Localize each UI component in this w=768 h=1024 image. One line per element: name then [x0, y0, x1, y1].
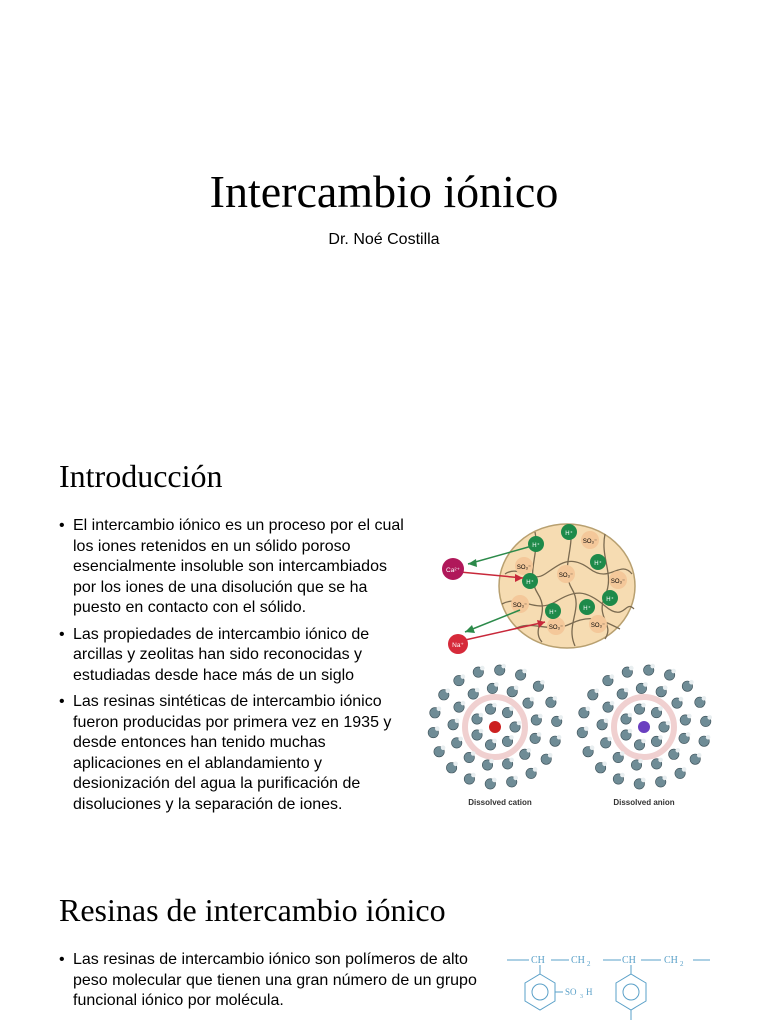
water-hydrogen [558, 715, 563, 720]
water-hydrogen [610, 674, 615, 679]
water-hydrogen [522, 669, 527, 674]
water-hydrogen [629, 666, 634, 671]
water-hydrogen [492, 739, 497, 744]
formula-so3: SO [565, 987, 577, 997]
slide-subtitle: Dr. Noé Costilla [328, 231, 440, 248]
water-hydrogen [514, 685, 519, 690]
bullet-dot: • [59, 517, 65, 534]
formula-sub2: 2 [587, 960, 591, 968]
bullet-text: Las resinas de intercambio iónico son polímeros de alto peso molecular que tienen una gran número de un grupo funcional iónico por molécula. [73, 951, 477, 1009]
formula-h: H [586, 987, 593, 997]
water-hydrogen [671, 669, 676, 674]
sodium-ion-label: Na⁺ [452, 642, 464, 649]
water-hydrogen [501, 664, 506, 669]
water-hydrogen [628, 729, 633, 734]
so3-label: SO₃⁻ [590, 623, 606, 629]
water-hydrogen [682, 767, 687, 772]
formula-ch: CH [622, 955, 636, 966]
water-hydrogen [437, 707, 442, 712]
ion-exchange-figure [420, 514, 720, 814]
formula-sub3: 3 [580, 994, 583, 1000]
water-hydrogen [509, 706, 514, 711]
water-hydrogen [679, 697, 684, 702]
h-ion-label: H⁺ [583, 606, 591, 612]
bullet-item [59, 625, 409, 687]
water-hydrogen [527, 748, 532, 753]
calcium-ion-label: Ca²⁺ [446, 567, 460, 574]
water-hydrogen [658, 706, 663, 711]
bullet-dot: • [59, 951, 65, 968]
cation-center [489, 721, 501, 733]
water-hydrogen [590, 745, 595, 750]
bullet-text: Las resinas sintéticas de intercambio iónico fueron producidas por primera vez en 1935 y desde entonces han tenido muchas aplicaciones en el ablandamiento y desionización del agua la purificación de disoluciones y la separación de iones. [73, 693, 392, 813]
water-hydrogen [492, 703, 497, 708]
water-hydrogen [548, 753, 553, 758]
water-hydrogen [604, 718, 609, 723]
h-ion-label: H⁺ [526, 580, 534, 586]
water-hydrogen [509, 758, 514, 763]
water-hydrogen [607, 737, 612, 742]
caption-dissolved-anion: Dissolved anion [613, 798, 675, 807]
water-hydrogen [494, 682, 499, 687]
water-hydrogen [489, 759, 494, 764]
water-hydrogen [461, 674, 466, 679]
bullet-item [59, 692, 409, 815]
water-hydrogen [687, 714, 692, 719]
resinas-bullet-list [59, 950, 479, 1018]
water-hydrogen [666, 721, 671, 726]
water-hydrogen [584, 726, 589, 731]
formula-ch2: CH [571, 955, 585, 966]
water-hydrogen [641, 739, 646, 744]
water-hydrogen [620, 773, 625, 778]
so3-label: SO₃⁻ [512, 603, 528, 609]
h-ion-label: H⁺ [606, 597, 614, 603]
water-hydrogen [697, 753, 702, 758]
water-hydrogen [455, 718, 460, 723]
water-hydrogen [602, 762, 607, 767]
water-hydrogen [658, 735, 663, 740]
water-hydrogen [533, 767, 538, 772]
bullet-text: El intercambio iónico es un proceso por el cual los iones retenidos en un sólido poroso esencialmente insoluble son intercambiados por los iones de una disolución que se ha puesto en contacto con el sólido. [73, 517, 404, 616]
formula-sub2: 2 [680, 960, 684, 968]
water-hydrogen [537, 732, 542, 737]
water-hydrogen [650, 664, 655, 669]
water-hydrogen [707, 715, 712, 720]
introduccion-bullet-list [59, 516, 409, 821]
bullet-dot: • [59, 693, 65, 710]
water-hydrogen [686, 732, 691, 737]
water-hydrogen [480, 666, 485, 671]
water-hydrogen [586, 707, 591, 712]
h-ion-label: H⁺ [549, 610, 557, 616]
water-hydrogen [643, 682, 648, 687]
water-hydrogen [475, 688, 480, 693]
water-hydrogen [553, 696, 558, 701]
water-hydrogen [624, 688, 629, 693]
caption-dissolved-cation: Dissolved cation [468, 798, 532, 807]
so3-label: SO₃⁻ [548, 625, 564, 631]
water-hydrogen [662, 776, 667, 781]
water-hydrogen [557, 735, 562, 740]
so3-label: SO₃⁻ [610, 579, 626, 585]
section-title-introduccion: Introducción [59, 458, 223, 494]
water-hydrogen [706, 735, 711, 740]
so3-label: SO₃⁻ [516, 565, 532, 571]
water-hydrogen [441, 745, 446, 750]
water-hydrogen [461, 701, 466, 706]
water-hydrogen [517, 721, 522, 726]
water-hydrogen [663, 685, 668, 690]
water-hydrogen [641, 703, 646, 708]
water-hydrogen [540, 680, 545, 685]
water-hydrogen [620, 751, 625, 756]
h-ion-label: H⁺ [532, 543, 540, 549]
water-hydrogen [471, 773, 476, 778]
water-hydrogen [595, 689, 600, 694]
slide-title: Intercambio iónico [209, 166, 559, 217]
water-hydrogen [530, 697, 535, 702]
formula-ch2: CH [664, 955, 678, 966]
water-hydrogen [610, 701, 615, 706]
water-hydrogen [446, 689, 451, 694]
h-ion-label: H⁺ [565, 531, 573, 537]
water-hydrogen [641, 778, 646, 783]
water-hydrogen [638, 759, 643, 764]
bullet-text: Las propiedades de intercambio iónico de arcillas y zeolitas han sido reconocidas y estudiadas desde hace más de un siglo [73, 625, 370, 684]
water-hydrogen [628, 713, 633, 718]
water-hydrogen [538, 714, 543, 719]
water-hydrogen [471, 751, 476, 756]
anion-center [638, 721, 650, 733]
so3-label: SO₃⁻ [558, 573, 574, 579]
section-title-resinas: Resinas de intercambio iónico [59, 892, 446, 928]
water-hydrogen [702, 696, 707, 701]
water-hydrogen [676, 748, 681, 753]
so3-label: SO₃⁻ [582, 539, 598, 545]
water-hydrogen [435, 726, 440, 731]
water-hydrogen [479, 729, 484, 734]
water-hydrogen [513, 776, 518, 781]
resin-structure-formula [505, 948, 715, 1024]
water-hydrogen [453, 762, 458, 767]
h-ion-label: H⁺ [594, 561, 602, 567]
water-hydrogen [509, 735, 514, 740]
bullet-item [59, 516, 409, 619]
formula-ch: CH [531, 955, 545, 966]
water-hydrogen [479, 713, 484, 718]
water-hydrogen [458, 737, 463, 742]
bullet-item [59, 950, 479, 1012]
water-hydrogen [689, 680, 694, 685]
water-hydrogen [492, 778, 497, 783]
bullet-dot: • [59, 625, 65, 643]
water-hydrogen [658, 758, 663, 763]
